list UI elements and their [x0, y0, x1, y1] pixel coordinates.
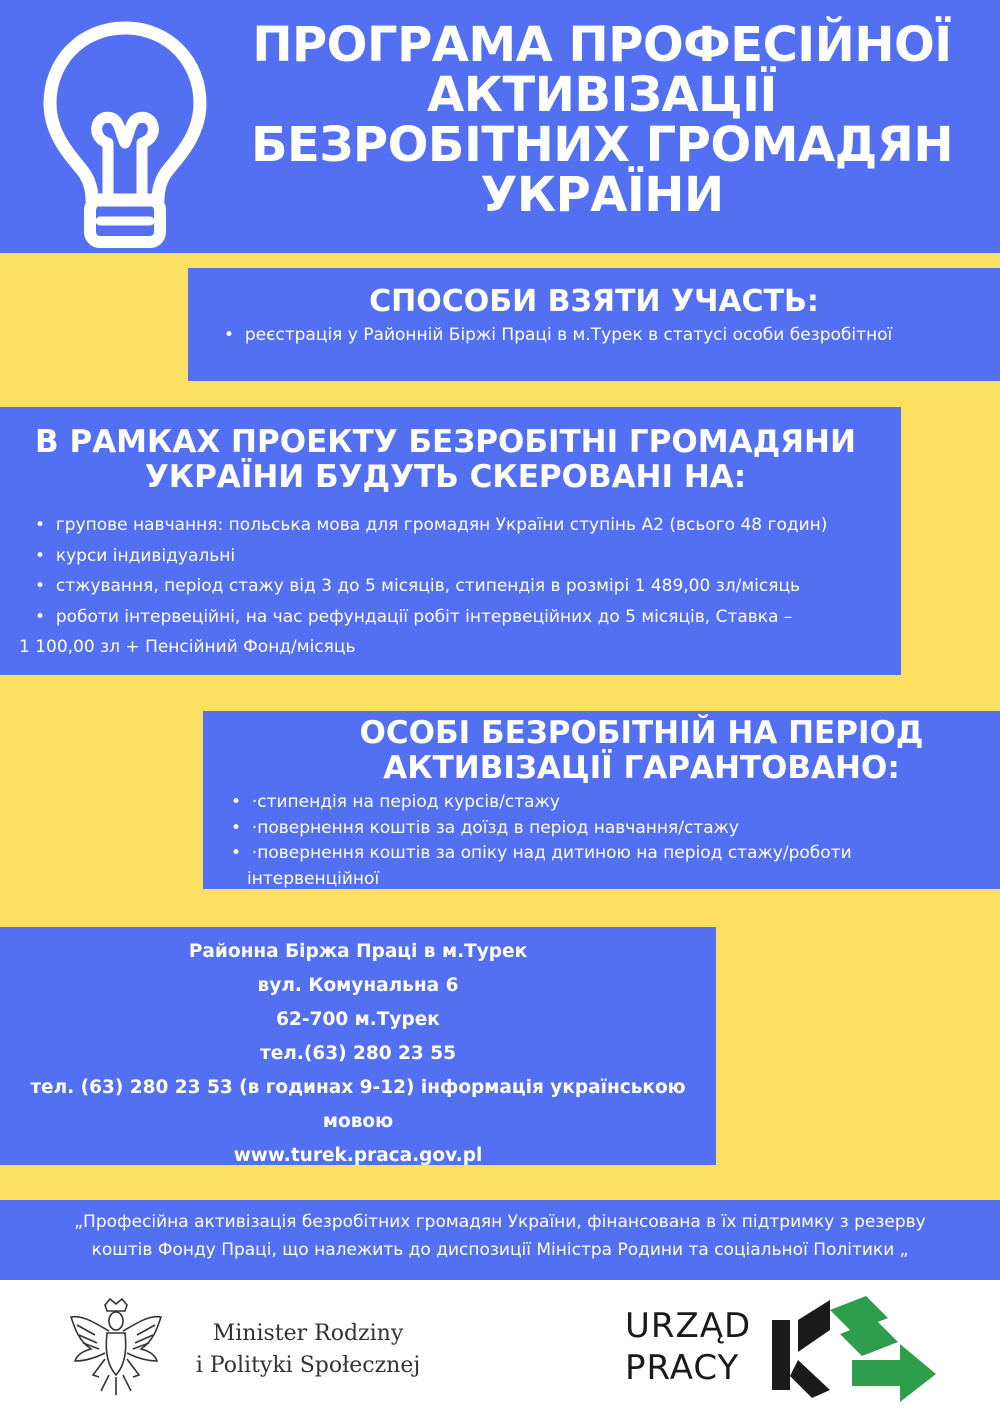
page-title [222, 17, 982, 223]
guaranteed-box [203, 711, 1000, 889]
list-item: • реєстрація у Районній Біржі Праці в м.Турек в статусі особи безробітної [224, 325, 893, 345]
lightbulb-icon [40, 18, 210, 250]
title-line: ПРОГРАМА ПРОФЕСІЙНОЇ [252, 17, 952, 73]
project-list [19, 510, 895, 663]
funding-line: коштів Фонду Праці, що належить до диспозиції Міністра Родини та соціальної Політики „ [91, 1240, 909, 1260]
contact-box [0, 927, 716, 1165]
contact-info [0, 935, 716, 1173]
guaranteed-title-line: АКТИВІЗАЦІЇ ГАРАНТОВАНО: [383, 750, 900, 786]
guaranteed-list [231, 790, 931, 892]
project-title-line: УКРАЇНИ БУДУТЬ СКЕРОВАНІ НА: [144, 459, 747, 495]
list-item: • ·повернення коштів за опіку над дитиною на період стажу/роботи [231, 843, 852, 863]
contact-office: Районна Біржа Праці в м.Турек [188, 941, 528, 962]
ministry-line: Minister Rodziny [212, 1321, 404, 1346]
funding-note [0, 1208, 1000, 1264]
list-item: • групове навчання: польська мова для громадян України ступінь А2 (всього 48 годин) [35, 515, 828, 535]
list-item-continuation: 1 100,00 зл + Пенсійний Фонд/місяць [19, 637, 356, 657]
contact-phone-ukrainian: тел. (63) 280 23 53 (в годинах 9-12) інформація українською [30, 1077, 686, 1098]
funding-line: „Професійна активізація безробітних громадян України, фінансована в їх підтримку з резерву [74, 1212, 926, 1232]
polish-eagle-icon [65, 1295, 167, 1403]
guaranteed-title-line: ОСОБІ БЕЗРОБІТНІЙ НА ПЕРІОД [359, 715, 924, 751]
contact-phone-ukrainian-cont: мовою [322, 1111, 394, 1132]
list-item: • ·повернення коштів за доїзд в період навчання/стажу [231, 817, 739, 838]
urzad-line: PRACY [625, 1348, 740, 1388]
urzad-line: URZĄD [625, 1306, 752, 1346]
list-item: • ·стипендія на період курсів/стажу [231, 792, 560, 812]
list-item-continuation: інтервенційної [247, 868, 380, 889]
ministry-name [183, 1318, 433, 1382]
ministry-line: i Polityki Społecznej [195, 1353, 421, 1378]
list-item: • стжування, період стажу від 3 до 5 місяців, стипендія в розмірі 1 489,00 зл/місяць [35, 576, 801, 596]
list-item: • курси індивідуальні [35, 545, 236, 566]
urzad-pracy-wordmark [625, 1305, 751, 1389]
contact-street: вул. Комунальна 6 [257, 975, 459, 996]
project-title [0, 425, 891, 495]
project-box [0, 407, 901, 675]
title-line: УКРАЇНИ [480, 167, 724, 223]
guaranteed-title [203, 716, 1000, 786]
participation-title: СПОСОБИ ВЗЯТИ УЧАСТЬ: [369, 284, 819, 319]
title-line: БЕЗРОБІТНИХ ГРОМАДЯН [250, 117, 954, 173]
contact-postal: 62-700 м.Турек [276, 1009, 440, 1030]
funding-box [0, 1200, 1000, 1280]
contact-website-link[interactable]: www.turek.praca.gov.pl [233, 1145, 483, 1166]
list-item: • роботи інтервеційні, на час рефундації робіт інтервеційних до 5 місяців, Ставка – [35, 606, 793, 627]
title-line: АКТИВІЗАЦІЇ [427, 67, 777, 123]
urzad-pracy-arrows-icon [770, 1290, 940, 1405]
participation-box [188, 268, 1000, 381]
contact-phone: тел.(63) 280 23 55 [260, 1043, 456, 1064]
project-title-line: В РАМКАХ ПРОЕКТУ БЕЗРОБІТНІ ГРОМАДЯНИ [35, 424, 856, 460]
